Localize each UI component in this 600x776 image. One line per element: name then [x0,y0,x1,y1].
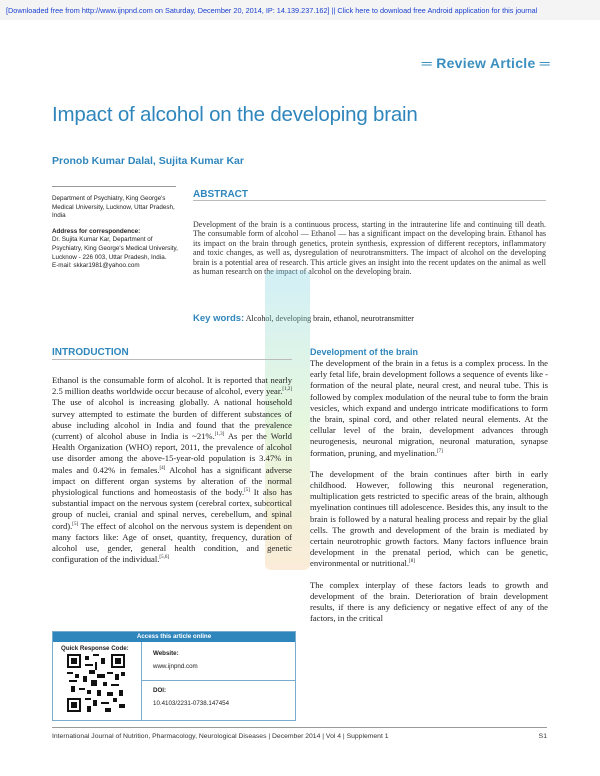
citation-ref[interactable]: [5] [244,488,250,494]
introduction-divider [52,359,292,360]
abstract-body: Development of the brain is a continuous process, starting in the intrauterine life and continuing till death. The consumable form of alcohol — Ethanol — has a significant impact on the developing brain. Ethanol has its impact on the brain through genetics, protein synthesis, expression of different receptors, inflammatory and toxic changes, as well as, dysregulation of neurotransmitters. The impact of alcohol on the developing brain is a potential area of research. This article gives an insight into the recent updates on the animal as well as human research on the impact of alcohol on the developing brain. [193,220,546,277]
page-footer [52,733,547,740]
introduction-column [52,375,292,575]
correspondence-heading: Address for correspondence: [52,227,141,235]
article-title: Impact of alcohol on the developing brain [52,103,418,126]
authors: Pronob Kumar Dalal, Sujita Kumar Kar [52,155,244,167]
citation-ref[interactable]: [5,6] [159,555,169,561]
access-divider-vertical [141,642,142,720]
abstract-divider [193,200,546,201]
qr-label: Quick Response Code: [61,645,129,652]
access-bar-title: Access this article online [53,632,295,642]
introduction-paragraph: Ethanol is the consumable form of alcohol. It is reported that nearly 2.5 million deaths worldwide occur because of alcohol, every year.[1,2] The use of alcohol is increasing globally. A national household survey attempted to estimate the burden of different substances of abuse including alcohol in India and found that the prevalence (current) of alcohol abuse in India is ~21%.[1,3] As per the World Health Organization (WHO) report, 2011, the prevalence of alcohol use disorder among the above-15-year-old population is 3.47% in males and 0.42% in females.[4] Alcohol has a significant adverse impact on different organ systems by alteration of the normal physiological functions and homeostasis of the body.[5] It also has substantial impact on the nervous system (cerebral cortex, subcortical group of nuclei, cranial and spinal nerves, cerebellum, and spinal cord).[5] The effect of alcohol on the nervous system is dependent on many factors like: Age of onset, quantity, frequency, duration of alcohol use, gender, general health condition, and genetic configuration of the individual.[5,6] [52,375,292,565]
citation-ref[interactable]: [8] [409,559,415,565]
correspondence-address: Dr. Sujita Kumar Kar, Department of Psychiatry, King George's Medical University, Lucknow - 226 003, Uttar Pradesh, India. [52,236,178,261]
development-paragraph: The development of the brain in a fetus is a complex process. In the early fetal life, brain development follows a sequence of events like - formation of the neural plate, neural crest, and neural tube. This is followed by complex modulation of the neural tube to form the brain vesicles, which expand and undergo intricate modifications to form the brain, spinal cord, and other related neural elements. At the cellular level of the brain, development advances through neurogenesis, neuronal migration, neuronal maturation, synapse formation, pruning, and myelination.[7] [310,358,548,458]
banner-text[interactable]: [Downloaded free from http://www.ijnpnd.com on Saturday, December 20, 2014, IP: 14.139.237.162] || Click here to download free Android application for this journal [6,6,538,15]
development-heading: Development of the brain [310,347,419,357]
correspondence-email: E-mail: skkar1981@yahoo.com [52,262,140,270]
affiliation-divider [52,186,176,187]
website-link[interactable]: www.ijnpnd.com [153,663,198,670]
footer-journal: International Journal of Nutrition, Pharmacology, Neurological Diseases | December 2014 | Vol 4 | Supplement 1 [52,733,389,740]
department: Department of Psychiatry, King George's Medical University, Lucknow, Uttar Pradesh, India [52,195,175,220]
article-type-label: ═ Review Article ═ [421,55,550,71]
footer-divider [52,727,547,728]
qr-code-icon[interactable] [67,654,125,712]
access-article-box [52,631,296,721]
development-paragraph: The complex interplay of these factors leads to growth and development of the brain. Deterioration of brain development results, if there is any deficiency or negative effect of any of the factors, in the critical [310,579,548,624]
doi-label: DOI: [153,687,167,694]
keywords [193,313,546,324]
development-column [310,358,548,634]
download-banner[interactable] [0,0,600,20]
affiliation-block [52,195,182,271]
doi-link[interactable]: 10.4103/2231-0738.147454 [153,700,230,707]
page-number: S1 [538,733,547,740]
access-divider-horizontal [141,680,295,681]
abstract-heading: ABSTRACT [193,189,248,200]
citation-ref[interactable]: [7] [436,448,443,454]
development-paragraph: The development of the brain continues after birth in early childhood. However, following this neuronal regeneration, multiplication gets restricted to specific areas of the brain, although myelination continues till adolescence. Besides this, any insult to the brain is followed by a natural healing process and repair by the glial cells. The growth and development of the brain is mediated by certain neurotrophic growth factors. Many factors influence brain development in the prenatal period, which can be genetic, environmental or nutritional.[8] [310,468,548,569]
citation-ref[interactable]: [1,2] [282,387,292,393]
citation-ref[interactable]: [5] [72,521,79,527]
citation-ref[interactable]: [4] [159,465,166,471]
website-label: Website: [153,650,179,657]
introduction-heading: INTRODUCTION [52,347,129,358]
citation-ref[interactable]: [1,3] [214,432,225,438]
keywords-list: Alcohol, developing brain, ethanol, neurotransmitter [245,314,414,323]
keywords-heading: Key words: [193,313,245,324]
